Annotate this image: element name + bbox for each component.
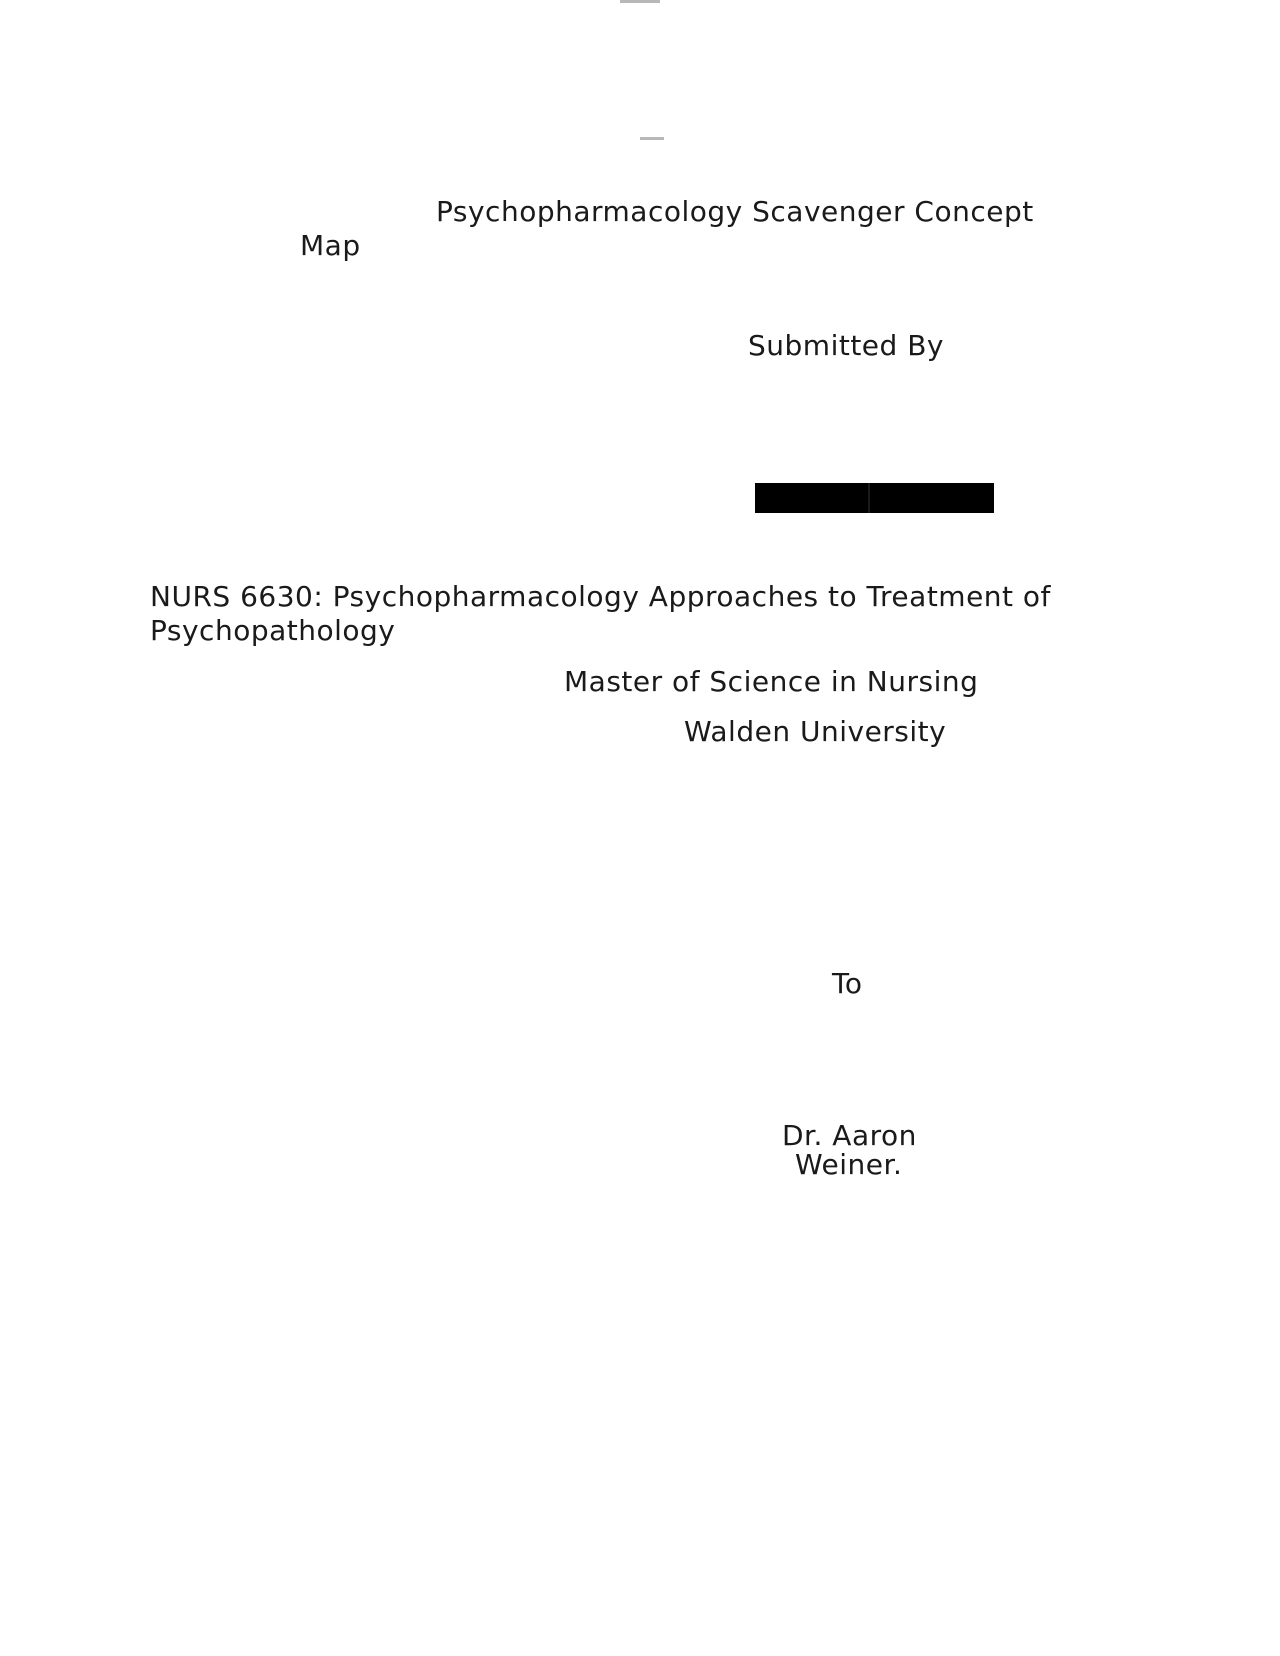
running-header-mark [620, 0, 660, 3]
page-header-mark [640, 137, 664, 140]
instructor-name-line-1: Dr. Aaron [782, 1119, 917, 1152]
redaction-divider [868, 483, 870, 513]
to-label: To [832, 967, 863, 1000]
title-line-1: Psychopharmacology Scavenger Concept [436, 195, 1034, 228]
redacted-author-name [755, 483, 994, 513]
title-line-2: Map [300, 229, 361, 262]
submitted-by-label: Submitted By [748, 329, 944, 362]
degree-program: Master of Science in Nursing [564, 665, 979, 698]
course-line-2: Psychopathology [150, 614, 396, 647]
course-line-1: NURS 6630: Psychopharmacology Approaches to Treatment of [150, 580, 1051, 613]
university-name: Walden University [684, 715, 947, 748]
instructor-name-line-2: Weiner. [795, 1148, 903, 1181]
